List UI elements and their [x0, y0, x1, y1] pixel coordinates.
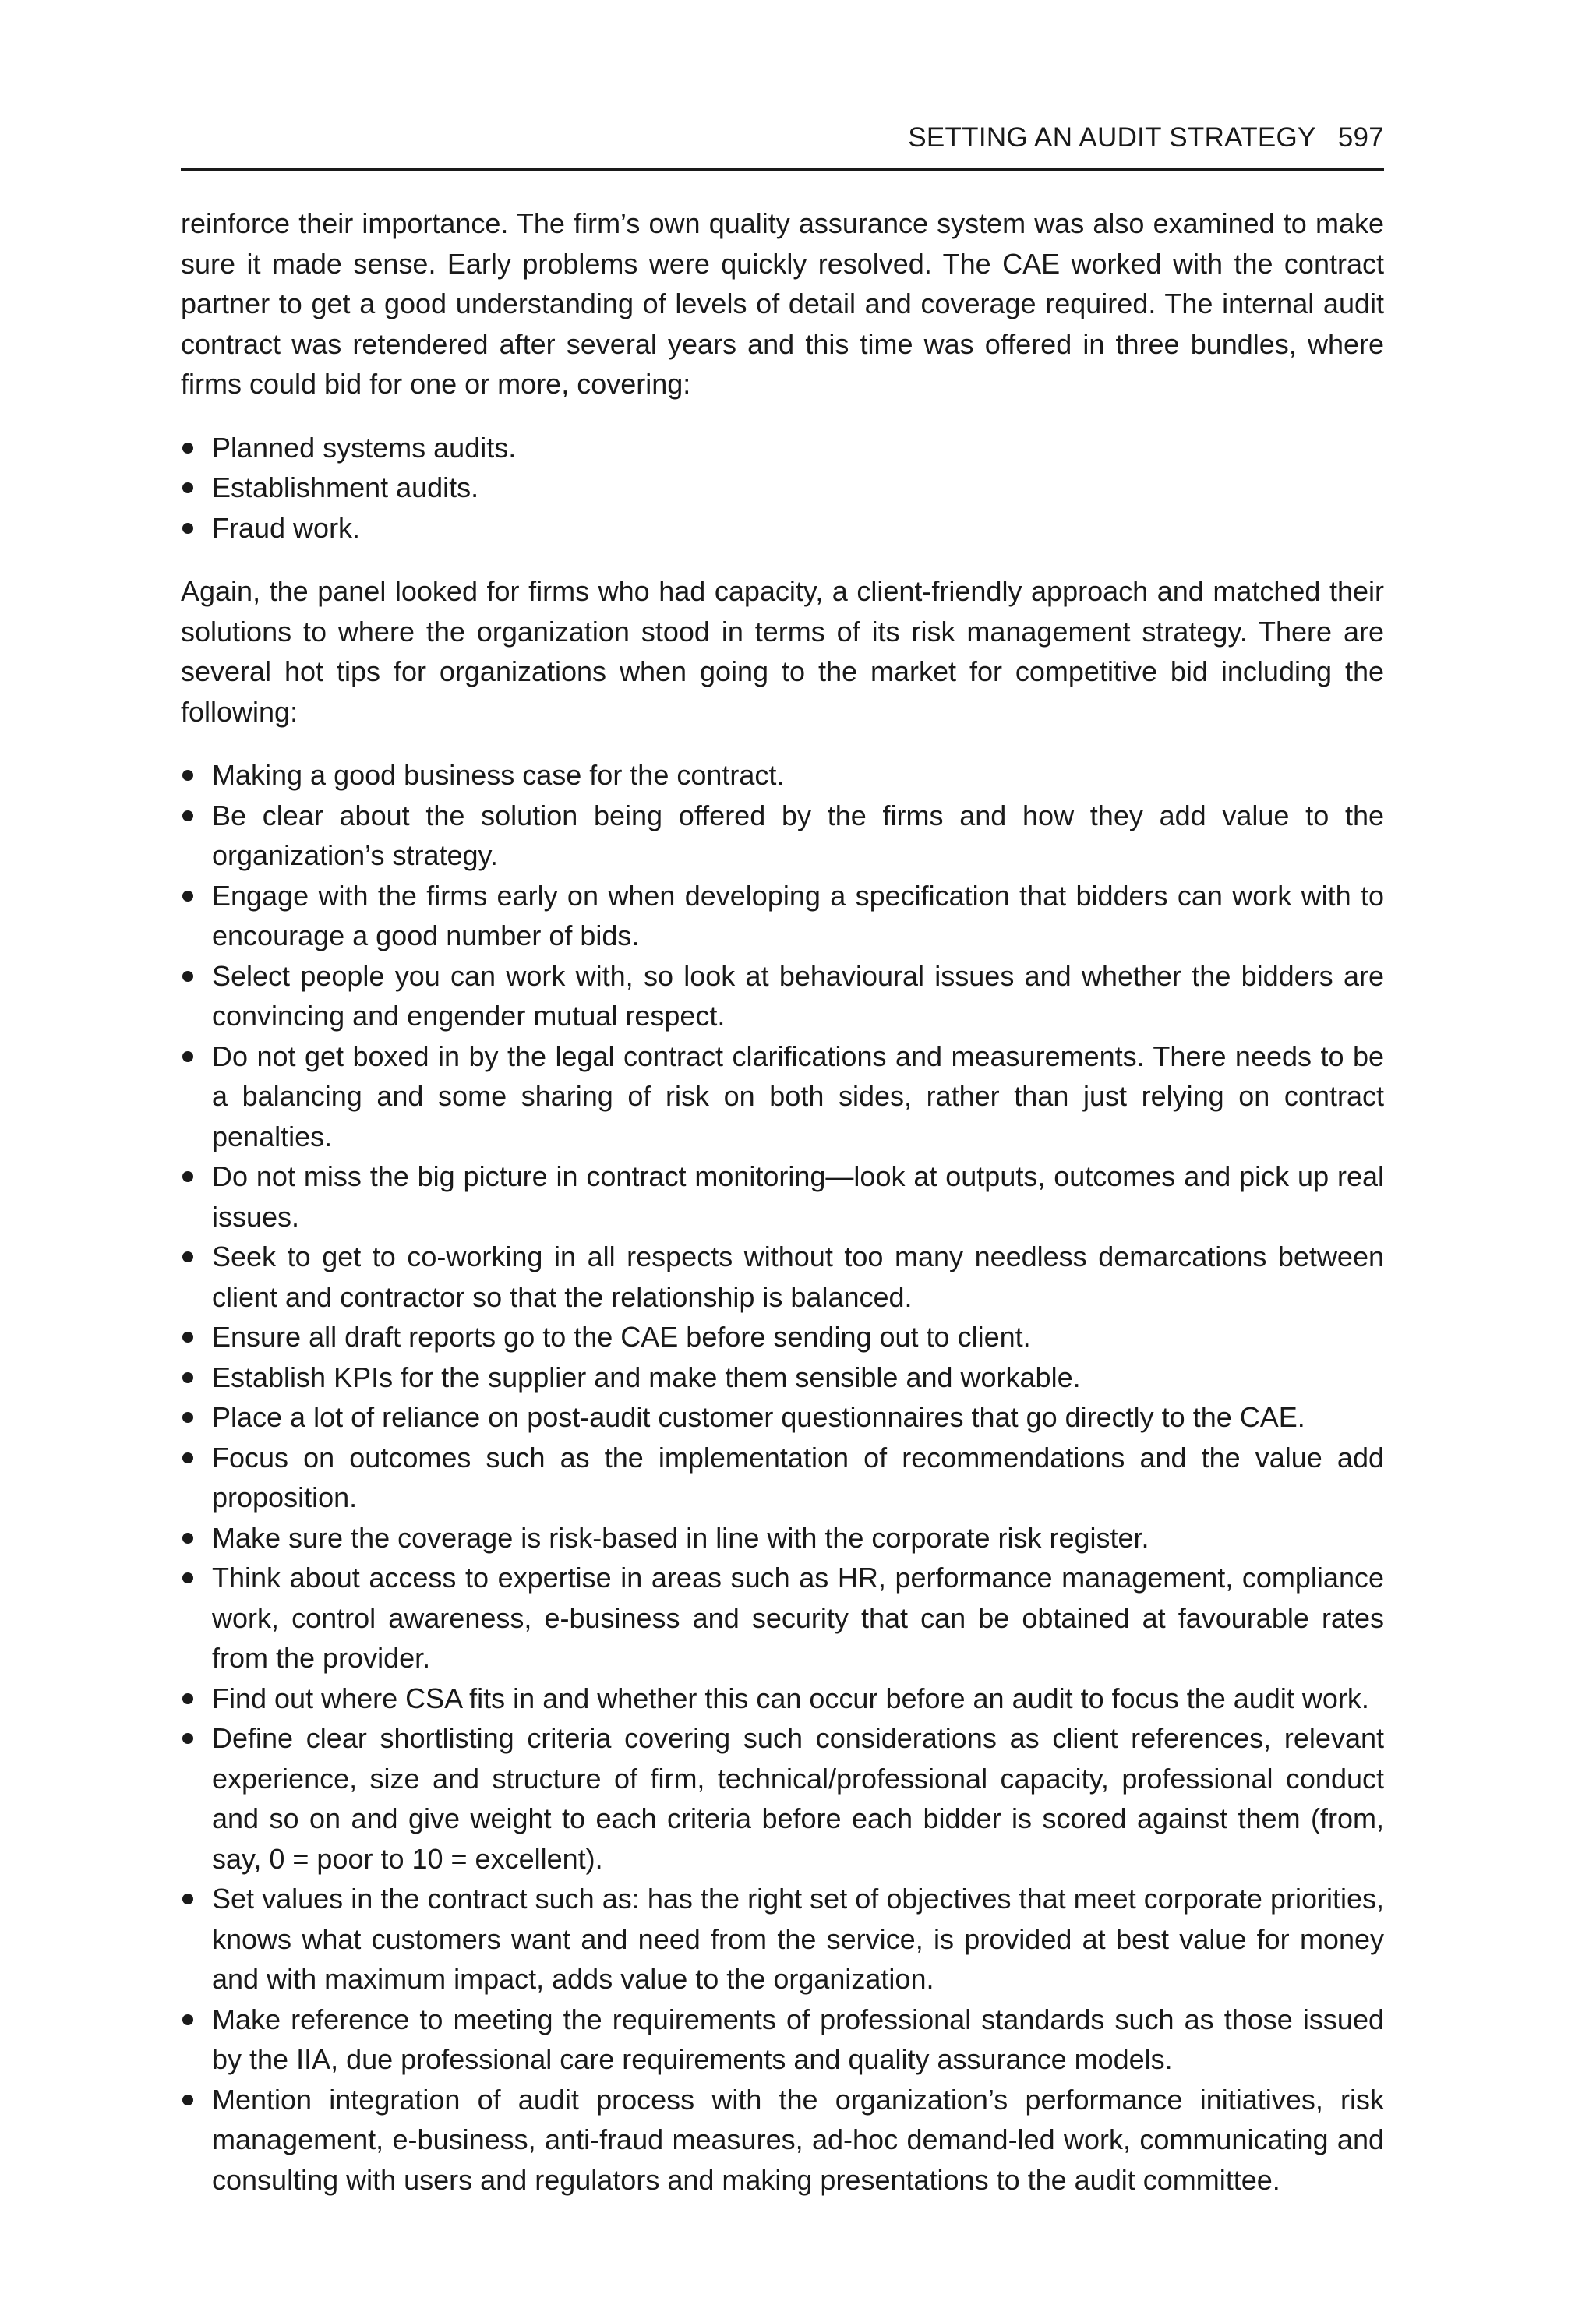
bullet-icon — [182, 1171, 193, 1182]
paragraph-1: reinforce their importance. The firm’s own quality assurance system was also examined to make sure it made sense. Early problems were quickly resolved. The CAE worked with the contract partner to get a good understanding of levels of detail and coverage required. The internal audit contract was retendered after several years and this time was offered in three bundles, where firms could bid for one or more, covering: — [181, 207, 1384, 400]
list-item: Do not miss the big picture in contract monitoring—look at outputs, outcomes and pick up real issues. — [181, 1156, 1384, 1237]
bullet-icon — [182, 443, 193, 454]
running-header — [908, 121, 1384, 155]
header-rule — [181, 168, 1384, 171]
list-item: Think about access to expertise in areas such as HR, performance management, compliance work, control awareness, e-business and security that can be obtained at favourable rates from the provider. — [181, 1558, 1384, 1678]
bullet-icon — [182, 2095, 193, 2105]
list-item: Set values in the contract such as: has the right set of objectives that meet corporate priorities, knows what customers want and need from the service, is provided at best value for money and with maximum impact, adds value to the organization. — [181, 1879, 1384, 2000]
list-item: Ensure all draft reports go to the CAE before sending out to client. — [181, 1317, 1384, 1357]
bullet-icon — [182, 1372, 193, 1383]
list-item: Make sure the coverage is risk-based in line with the corporate risk register. — [181, 1518, 1384, 1558]
list-item: Define clear shortlisting criteria covering such considerations as client references, relevant experience, size and structure of firm, technical/professional capacity, professional conduct and so on and give weight to each criteria before each bidder is scored against them (from, say, 0 = poor to 10 = excellent). — [181, 1718, 1384, 1879]
list-item: Make reference to meeting the requirements of professional standards such as those issued by the IIA, due professional care requirements and quality assurance models. — [181, 2000, 1384, 2080]
list-item: Place a lot of reliance on post-audit customer questionnaires that go directly to the CAE. — [181, 1397, 1384, 1438]
body-text — [181, 203, 1384, 2200]
list-item: Be clear about the solution being offered by the firms and how they add value to the organization’s strategy. — [181, 796, 1384, 876]
list-item: Find out where CSA fits in and whether this can occur before an audit to focus the audit work. — [181, 1678, 1384, 1719]
list-item: Select people you can work with, so look at behavioural issues and whether the bidders are convincing and engender mutual respect. — [181, 956, 1384, 1036]
list-item: Mention integration of audit process with the organization’s performance initiatives, risk management, e-business, anti-fraud measures, ad-hoc demand-led work, communicating and consulting with users and regulators and making presentations to the audit committee. — [181, 2080, 1384, 2201]
bullet-icon — [182, 1693, 193, 1704]
bullet-icon — [182, 770, 193, 781]
running-title: SETTING AN AUDIT STRATEGY — [908, 122, 1316, 153]
bullet-icon — [182, 1894, 193, 1904]
bullet-icon — [182, 482, 193, 493]
list-item: Fraud work. — [181, 508, 1384, 549]
list-item: Establish KPIs for the supplier and make them sensible and workable. — [181, 1357, 1384, 1398]
bullet-icon — [182, 1051, 193, 1062]
bullet-icon — [182, 1733, 193, 1744]
paragraph-2: Again, the panel looked for firms who had capacity, a client-friendly approach and matched their solutions to where the organization stood in terms of its risk management strategy. There are several hot tips for organizations when going to the market for competitive bid including the following: — [181, 575, 1384, 728]
bullet-icon — [182, 1533, 193, 1544]
list-item: Engage with the firms early on when developing a specification that bidders can work with to encourage a good number of bids. — [181, 876, 1384, 956]
bullet-icon — [182, 523, 193, 534]
list-item: Focus on outcomes such as the implementation of recommendations and the value add proposition. — [181, 1438, 1384, 1518]
page-number: 597 — [1337, 122, 1384, 153]
bullet-icon — [182, 1332, 193, 1343]
list-item: Establishment audits. — [181, 468, 1384, 508]
bullet-icon — [182, 891, 193, 902]
list-item: Seek to get to co-working in all respects without too many needless demarcations between client and contractor so that the relationship is balanced. — [181, 1237, 1384, 1317]
bullet-icon — [182, 1251, 193, 1262]
bullet-icon — [182, 1452, 193, 1463]
bullet-icon — [182, 810, 193, 821]
list-item: Planned systems audits. — [181, 428, 1384, 468]
bullet-icon — [182, 1412, 193, 1423]
bullet-list-1 — [181, 428, 1384, 549]
bullet-list-2 — [181, 755, 1384, 2200]
bullet-icon — [182, 1572, 193, 1583]
list-item: Making a good business case for the contract. — [181, 755, 1384, 796]
list-item: Do not get boxed in by the legal contract clarifications and measurements. There needs to be a balancing and some sharing of risk on both sides, rather than just relying on contract penalties. — [181, 1036, 1384, 1157]
bullet-icon — [182, 2014, 193, 2025]
bullet-icon — [182, 971, 193, 982]
